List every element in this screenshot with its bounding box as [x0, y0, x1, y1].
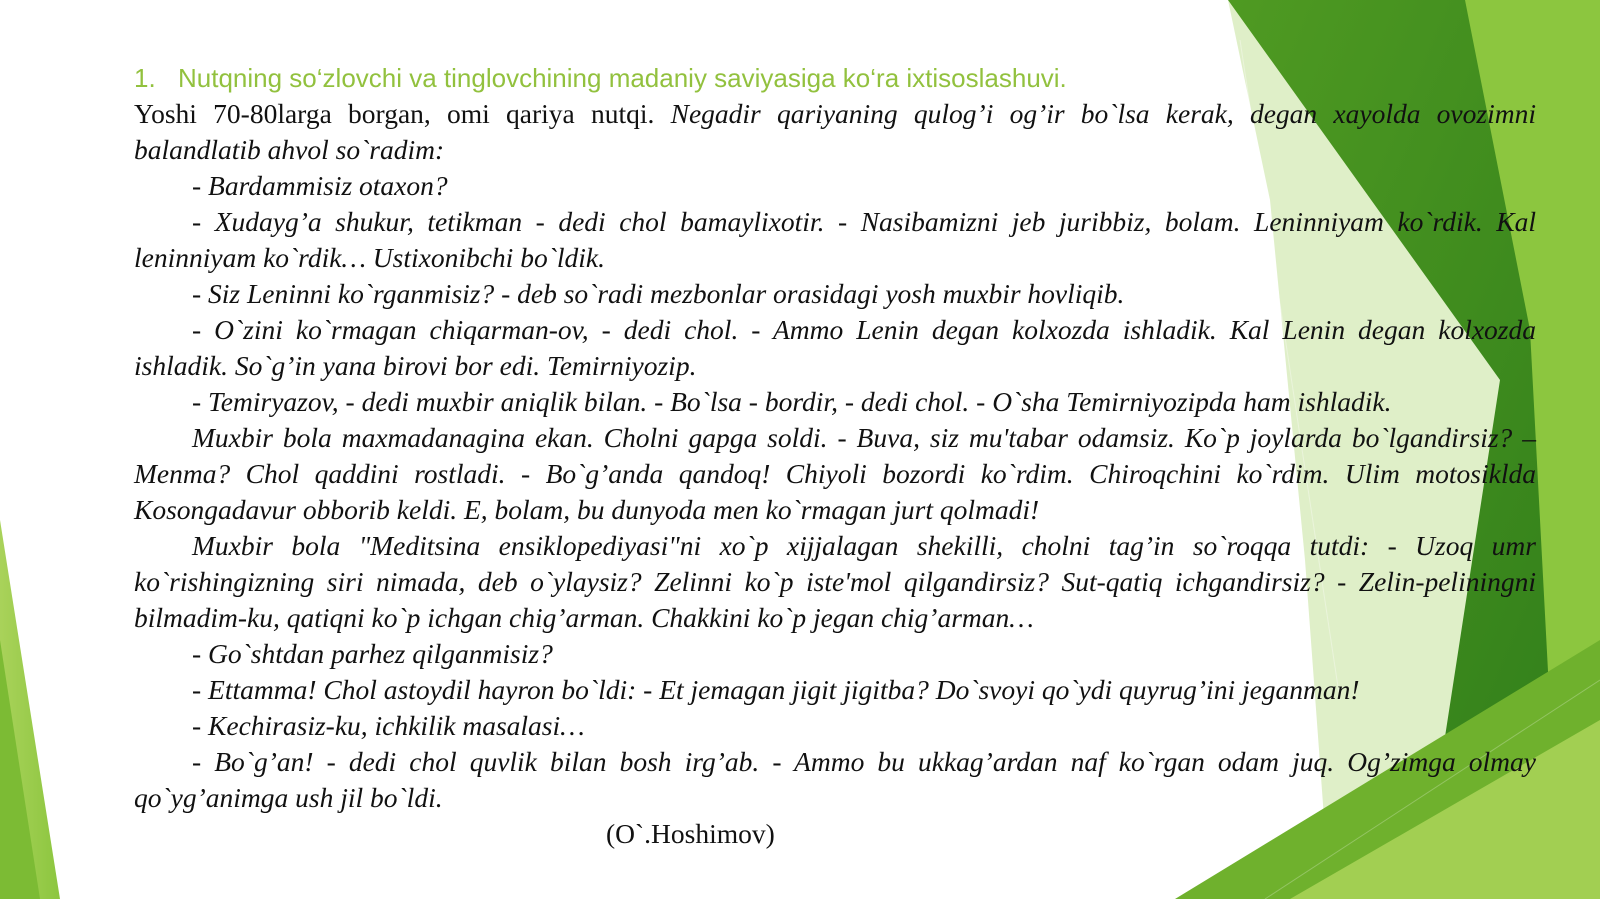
dialogue-paragraph: - Siz Leninni ko`rganmisiz? - deb so`radi mezbonlar orasidagi yosh muxbir hovliqib.	[192, 278, 1125, 309]
intro-paragraph	[134, 96, 1536, 168]
heading-text: Nutqning so‘zlovchi va tinglovchining madaniy saviyasiga ko‘ra ixtisoslashuvi.	[178, 63, 1067, 93]
dialogue-paragraph: - O`zini ko`rmagan chiqarman-ov, - dedi chol. - Ammo Lenin degan kolxozda ishladik. Kal Lenin degan kolxozda ishladik. So`g’in yana birovi bor edi. Temirniyozip.	[134, 314, 1536, 381]
dialogue-paragraph: - Temiryazov, - dedi muxbir aniqlik bilan. - Bo`lsa - bordir, - dedi chol. - O`sha Temirniyozipda ham ishladik.	[192, 386, 1392, 417]
dialogue-paragraph: Muxbir bola "Meditsina ensiklopediyasi"ni xo`p xijjalagan shekilli, cholni tag’in so`roqqa tutdi: - Uzoq umr ko`rishingizning siri nimada, deb o`ylaysiz? Zelinni ko`p iste'mol qilgandirsiz? Sut-qatiq ichgandirsiz? - Zelin-peliningni bilmadim-ku, qatiqni ko`p ichgan chig’arman. Chakkini ko`p jegan chig’arman…	[134, 530, 1536, 633]
dialogue-paragraph: Muxbir bola maxmadanagina ekan. Cholni gapga soldi. - Buva, siz mu'tabar odamsiz. Ko`p joylarda bo`lgandirsiz? – Menma? Chol qaddini rostladi. - Bo`g’anda qandoq! Chiyoli bozordi ko`rdim. Chiroqchini ko`rdim. Ulim motosiklda Kosongadavur obborib keldi. E, bolam, bu dunyoda men ko`rmagan jurt qolmadi!	[134, 422, 1536, 525]
dialogue-paragraph: - Xudayg’a shukur, tetikman - dedi chol bamaylixotir. - Nasibamizni jeb juribbiz, bolam. Leninniyam ko`rdik. Kal leninniyam ko`rdik… Ustixonibchi bo`ldik.	[134, 206, 1536, 273]
dialogue-paragraph: - Kechirasiz-ku, ichkilik masalasi…	[192, 710, 585, 741]
dialogue-paragraph: - Bo`g’an! - dedi chol quvlik bilan bosh irg’ab. - Ammo bu ukkag’ardan naf ko`rgan odam juq. Og’zimga olmay qo`yg’animga ush jil bo`ldi.	[134, 746, 1536, 813]
dialogue-paragraph: - Bardammisiz otaxon?	[192, 170, 448, 201]
dialogue-paragraph: - Go`shtdan parhez qilganmisiz?	[192, 638, 553, 669]
document-body	[134, 60, 1536, 852]
intro-italic: Negadir qariyaning qulog’i og’ir bo`lsa kerak, degan xayolda ovozimni balandlatib ahvol so`radim:	[134, 98, 1536, 165]
section-heading	[134, 60, 1536, 96]
intro-normal: Yoshi 70-80larga borgan, omi qariya nutqi.	[134, 98, 671, 129]
author-signature: (O`.Hoshimov)	[606, 818, 775, 849]
dialogue-paragraph: - Ettamma! Chol astoydil hayron bo`ldi: - Et jemagan jigit jigitba? Do`svoyi qo`ydi quyrug’ini jeganman!	[192, 674, 1360, 705]
heading-number: 1.	[134, 63, 156, 93]
